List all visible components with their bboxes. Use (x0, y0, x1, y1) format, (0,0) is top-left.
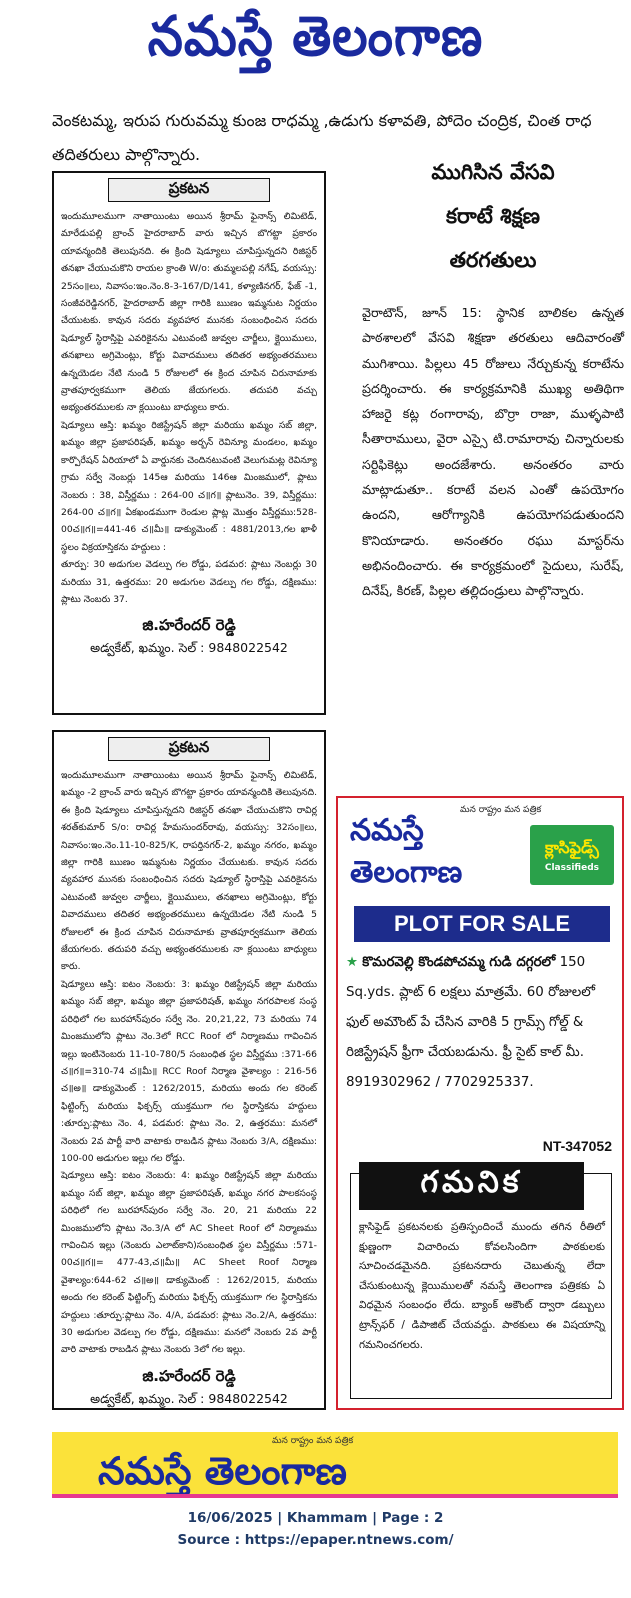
gamanika-title: గమనిక (359, 1162, 584, 1210)
footer-logo-banner (52, 1432, 618, 1498)
gamanika-notice (350, 1165, 612, 1399)
classifieds-logo (350, 813, 614, 892)
page-footer (0, 1507, 631, 1551)
classifieds-logo-te: క్లాసిఫైడ్స్ (545, 837, 599, 857)
page-info: 16/06/2025 | Khammam | Page : 2 (187, 1510, 444, 1526)
legal-notice-2 (52, 730, 326, 1410)
classified-tagline: మన రాష్ట్రం మన పత్రిక (460, 805, 542, 815)
advocate-name: జి.హరేందర్ రెడ్డి (142, 1366, 236, 1385)
headline-line: ముగిసిన వేసవి (431, 159, 555, 184)
headline-line: కరాటే శిక్షణ (445, 203, 541, 228)
karate-article (362, 150, 624, 604)
newspaper-logo: నమస్తే తెలంగాణ (147, 2, 484, 68)
classified-ref-code: NT-347052 (542, 1138, 612, 1154)
notice-body (54, 765, 324, 1361)
classified-ad-box (336, 796, 624, 1410)
classified-body: 150 Sq.yds. ప్లాట్ 6 లక్షలు మాత్రమే. 60 రోజులలో ఫుల్ అమౌంట్ పే చేసిన వారికి 5 గ్రామ్స్ గోల్డ్ & రిజిస్ట్రేషన్ ఫ్రీగా చేయబడును. ఫ్రీ సైట్ కాల్ మీ. (346, 955, 596, 1060)
headline-line: తరగతులు (449, 247, 537, 272)
notice-title: ప్రకటన (108, 737, 271, 761)
classifieds-logo-badge (530, 825, 614, 885)
star-icon: ★ (346, 955, 359, 970)
classified-phones: 8919302962 / 7702925337. (346, 1075, 534, 1090)
source-link[interactable]: Source : https://epaper.ntnews.com/ (177, 1532, 454, 1548)
notice-boundaries: తూర్పు: 30 అడుగుల వెడల్పు గల రోడ్డు, పడమర: ప్లాటు నెంబర్లు 30 మరియు 31, ఉత్తరము: 20 అడుగుల వెడల్పు గల రోడ్డు, దక్షిణము: ప్లాటు నెంబరు 37. (61, 559, 317, 605)
advocate-name: జి.హరేందర్ రెడ్డి (142, 616, 236, 635)
notice-schedule-item-4: షెడ్యూలు ఆస్తి: ఐటం నెంబరు: 4: ఖమ్మం రిజిస్ట్రేషన్ జిల్లా మరియు ఖమ్మం సబ్ జిల్లా, ఖమ్మం జిల్లా ప్రజాపరిషత్, ఖమ్మం నగర పాలకసంస్థ పరిధిలో గల బురహాన్‌పురం సర్వే నెం. 20, 21 మరియు 22 మింజములోని ప్లాటు నెం.3/A లో AC Sheet Roof లో నిర్మాణము గావించిన ఇల్లు (నెంబరు ఎలాట్‌కాని)సంబంధిత స్థల విస్తీర్ణము :571-00చ॥గ॥= 477-43,చ॥మీ॥ AC Sheet Roof నిర్మాణ వైశాల్యం:644-62 చ॥అ॥ డాక్యుమెంట్ : 1262/2015, మరియు అందు గల కరెంట్ ఫిట్టింగ్స్ మరియు ఫిక్చర్స్ యుక్తముగా గల స్థిరాస్తికను హద్దులు :తూర్పు:ప్లాటు నెం. 4/A, పడమర: ప్లాటు నెం.2/A, ఉత్తరము: 30 అడుగుల వెడల్పు గల రోడ్డు, దక్షిణము: మనలో నెంబరు 2వ పార్టీ వారి వాటాకు రాబడిన ప్లాటు నెంబరు 3లో గల ఇల్లు. (61, 1170, 317, 1356)
article-body: వైరాటౌన్, జూన్ 15: స్థానిక బాలికల ఉన్నత పాఠశాలలో వేసవి శిక్షణా తరతులు ఆదివారంతో ముగిశాయి. పిల్లలు 45 రోజులు నేర్చుకున్న కరాటేను ప్రదర్శించారు. ఈ కార్యక్రమానికి ముఖ్య అతిథిగా హాజరై కట్ల రంగారావు, బొర్రా రాజా, ముళ్ళపాటి సీతారాములు, వైరా ఎస్సై టి.రామారావు చిన్నారులకు సర్టిఫికెట్లు అందజేశారు. అనంతరం వారు మాట్లాడుతూ.. కరాటే వలన ఎంతో ఉపయోగం ఉందని, ఆరోగ్యానికి ఉపయోగపడుతుందని కొనియాడారు. అనంతరం రఘు మాస్టర్‌ను అభినందించారు. ఈ కార్యక్రమంలో సైదులు, సురేష్, దినేష్, కిరణ్, పిల్లల తల్లిదండ్రులు పాల్గొన్నారు. (362, 305, 624, 599)
notice-paragraph: ఇందుమూలముగా నాతాయింటు అయిన శ్రీరామ్ ఫైనాన్స్ లిమిటెడ్, మారేడుపల్లి బ్రాంచ్ హైదరాబాద్ వారు ఇచ్చిన బొగట్టా ప్రకారం యావన్మందికి తెలుపునది. ఈ క్రింది షెడ్యూలు చూపిస్తున్నదని రిజిస్టర్ తనఖా చేయుచుకొని రాయల క్రాంతి W/o: తుమ్మలపల్లి నగేష్, వయస్సు: 25సం॥లు, నివాసం:ఇం.నెం.8-3-167/D/141, కళ్యాణినగర్, ఫేజ్ -1, సంజీవరెడ్డినగర్, హైదరాబాద్ జిల్లా గారికి ఋణం ఇమ్మనుట నిర్ణయం చేయుటకు. కావున సదరు వ్యవహార మునకు సంబంధించిన సదరు షెడ్యూల్ స్థిరాస్తిపై ఎవరికైనను ఎటువంటి జువ్వల చార్జీలు, క్లైయిములు, తనఖాలు అగ్రిమెంట్లు, కోర్టు వివాదములు తదితర అభ్యంతరములు ఉన్నయెడల నేటి నుండి 5 రోజులలో ఈ క్రింద చూపిన చిరునామాకు వ్రాతపూర్వకముగా తెలియ జేయగలరు. తదుపరి వచ్చు అభ్యంతరములకు నా క్లయింటు బాధ్యులు కారు. (61, 211, 317, 414)
advocate-contact: అడ్వకేట్, ఖమ్మం. సెల్ : 9848022542 (90, 1390, 288, 1406)
classifieds-logo-en: Classifieds (544, 862, 599, 873)
footer-banner-tagline: మన రాష్ట్రం మన పత్రిక (272, 1436, 354, 1446)
continued-article-text: వెంకటమ్మ, ఇరుప గురువమ్మ కుంజ రాధమ్మ ,ఉడుగు కళావతి, పోదెం చంద్రిక, చింత రాధ తదితరులు పాల్గొన్నారు. (52, 111, 592, 164)
masthead (0, 0, 631, 85)
legal-notice-1 (52, 171, 326, 715)
notice-header (54, 737, 324, 761)
classified-lead: కొమరవెల్లి కొండపోచమ్మ గుడి దగ్గరలో (362, 955, 556, 970)
advocate-contact: అడ్వకేట్, ఖమ్మం. సెల్ : 9848022542 (90, 640, 288, 656)
notice-title: ప్రకటన (108, 178, 271, 202)
plot-for-sale-banner: PLOT FOR SALE (354, 906, 610, 942)
notice-paragraph: ఇందుమూలముగా నాతాయింటు అయిన శ్రీరామ్ ఫైనాన్స్ లిమిటెడ్, ఖమ్మం -2 బ్రాంచ్ వారు ఇచ్చిన బొగట్టా ప్రకారం యావన్మందికి తెలుపునది. ఈ క్రింది షెడ్యూలు చూపిస్తున్నదని రిజిస్టర్ తనఖా చేయుచుకొని రావిర్ల శరత్‌కుమార్ S/o: రావిర్ల హేమసుందర్‌రావు, వయస్సు: 32సం॥లు, నివాసం:ఇం.నెం.11-10-825/K, రాపర్తినగర్-2, ఖమ్మం నగరం, ఖమ్మం జిల్లా గారికి ఋణం ఇమ్మనుట నిర్ణయం చేయుటకు. కావున సదరు వ్యవహార మునకు సంబంధించిన సదరు షెడ్యూల్ స్థిరాస్తిపై ఎవరికైనను ఎటువంటి జువ్వల చార్జీలు, క్లైయిములు, తనఖాలు అగ్రిమెంట్లు, కోర్టు వివాదములు తదితర అభ్యంతరములు ఉన్నయెడల నేటి నుండి 5 రోజులలో ఈ క్రింద చూపిన చిరునామాకు వ్రాతపూర్వకముగా తెలియ జేయగలరు. తదుపరి వచ్చు అభ్యంతరములకు నా క్లయింటు బాధ్యులు కారు. (61, 770, 317, 973)
notice-header (54, 178, 324, 202)
classifieds-logo-main: నమస్తే తెలంగాణ (350, 813, 463, 890)
classified-ad-text (346, 948, 618, 1098)
notice-schedule-item-3: షెడ్యూలు ఆస్తి: ఐటం నెంబరు: 3: ఖమ్మం రిజిస్ట్రేషన్ జిల్లా మరియు ఖమ్మం సబ్ జిల్లా, ఖమ్మం జిల్లా ప్రజాపరిషత్, ఖమ్మం నగరపాలక సంస్థ పరిధిలో గల బురహాన్‌పురం సర్వే నెం. 20,21,22, 73 మరియు 74 మింజములోని ప్లాటు నెం.3లో RCC Roof లో నిర్మాణము గావించిన ఇల్లు ఇంటినెంబరు 11-10-780/5 సంబంధిత స్థల విస్తీర్ణము :371-66 చ॥గ॥=310-74 చ॥మీ॥ RCC Roof నిర్మాణ వైశాల్యం : 216-56 చ॥అ॥ డాక్యుమెంట్ : 1262/2015, మరియు అందు గల కరెంట్ ఫిట్టింగ్స్ మరియు ఫిక్చర్స్ యుక్తముగా గల స్థిరాస్తికను హద్దులు :తూర్పు:ప్లాటు నెం. 4, పడమర: ప్లాటు నెం. 2, ఉత్తరము: మనలో నెంబరు 2వ పార్టీ వారి వాటాకు రాబడిన ప్లాటు నెంబరు 3/A, దక్షిణము: 100-00 అడుగుల ఇల్లు గల రోడ్డు. (61, 978, 317, 1164)
footer-banner-logo: నమస్తే తెలంగాణ (98, 1448, 347, 1493)
notice-body (54, 206, 324, 610)
gamanika-body: క్లాసిఫైడ్ ప్రకటనలకు ప్రతిస్పందించే ముందు తగిన రీతిలో క్షుణ్ణంగా విచారించు కోవలసిందిగా పాఠకులకు సూచించడమైనది. ప్రకటనదారు చెబుతున్న లేదా చేసుకుంటున్న క్లెయిములతో నమస్తే తెలంగాణ పత్రికకు ఏ విధమైన సంబంధం లేదు. బ్యాంక్ అకౌంట్ ద్వారా డబ్బులు ట్రాన్స్‌ఫర్ / డిపాజిట్ చేయవద్దు. పాఠకులు ఈ విషయాన్ని గమనించగలరు. (359, 1221, 605, 1351)
article-headline (362, 150, 624, 282)
notice-schedule: షెడ్యూలు ఆస్తి: ఖమ్మం రిజిస్ట్రేషన్ జిల్లా మరియు ఖమ్మం సబ్ జిల్లా, ఖమ్మం జిల్లా ప్రజాపరిషత్, ఖమ్మం అర్బన్ రెవిన్యూ మండలం, ఖమ్మం కార్పొరేషన్ ఏరియాలో ఏ వార్డునకు చెందినటువంటి వెలుగుమట్ల రెవిన్యూ గ్రామ సర్వే నెంబర్లు 145ఆ మరియు 146ఆ మింజములో, ప్లాటు నెంబరు : 38, విస్తీర్ణము : 264-00 చ॥గ॥ ప్లాటునెం. 39, విస్తీర్ణము: 264-00 చ॥గ॥ ఏకఖండముగా రెండుల ప్లాట్ల మొత్తం విస్తీర్ణము:528-00చ॥గ॥=441-46 చ॥మీ॥ డాక్యుమెంట్ : 4881/2013,గల ఖాళీ స్థలం విక్రయాస్తికను హద్దులు : (61, 419, 317, 553)
